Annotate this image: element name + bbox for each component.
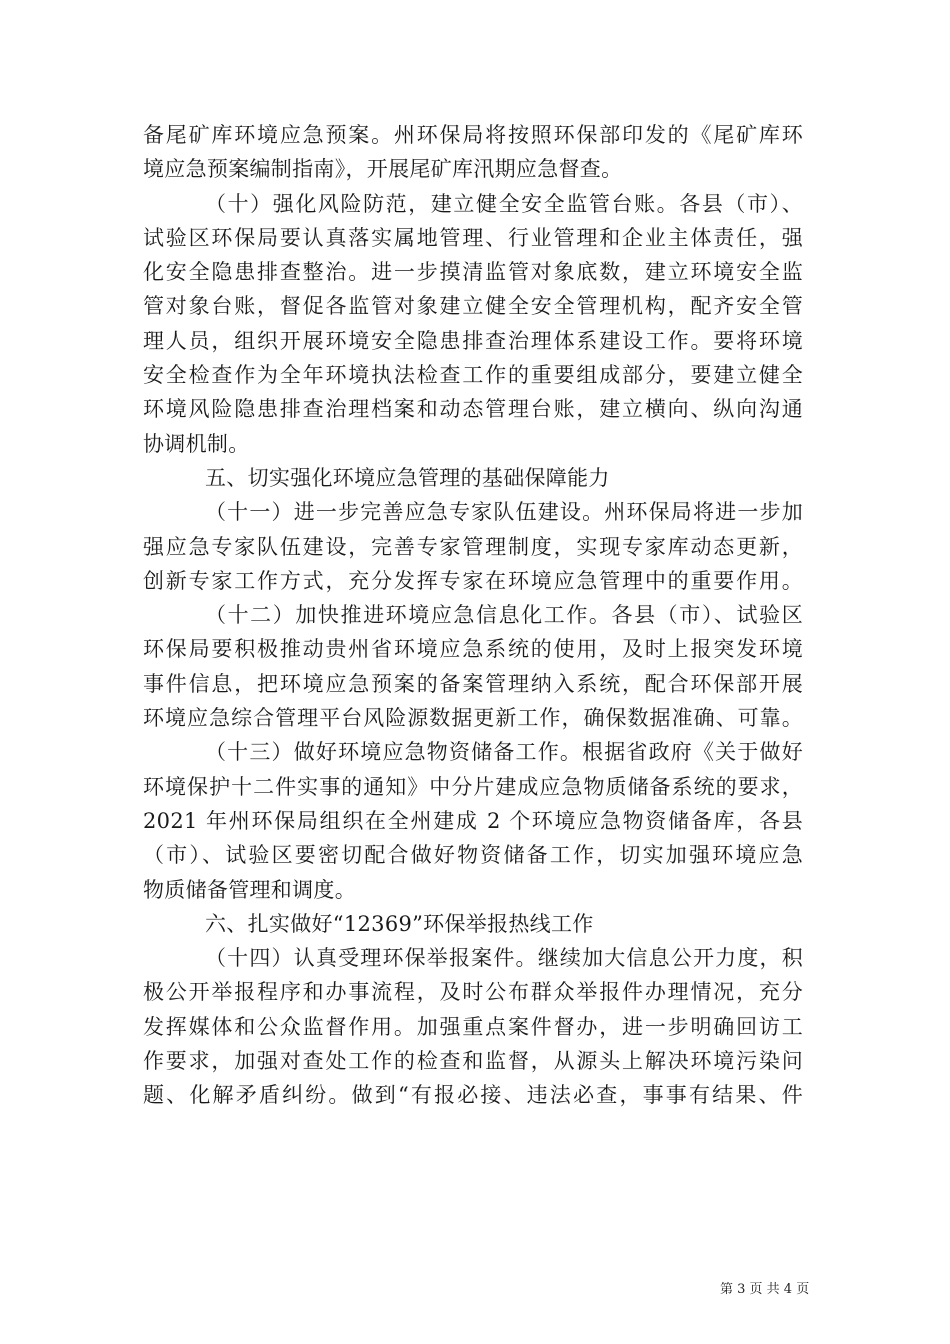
page-number: 第 3 页 共 4 页 [720, 1282, 810, 1297]
text-line: 五、切实强化环境应急管理的基础保障能力 [205, 465, 610, 490]
text-line: 物质储备管理和调度。 [143, 877, 356, 902]
text-line: 协调机制。 [143, 431, 250, 456]
text-line: 环境应急综合管理平台风险源数据更新工作，确保数据准确、可靠。 [143, 706, 803, 731]
text-line: 环境风险隐患排查治理档案和动态管理台账，建立横向、纵向沟通 [143, 397, 803, 422]
text-line: （市）、试验区要密切配合做好物资储备工作，切实加强环境应急 [143, 843, 803, 868]
text-line: 化安全隐患排查整治。进一步摸清监管对象底数，建立环境安全监 [143, 260, 803, 285]
text-line: 作要求，加强对查处工作的检查和监督，从源头上解决环境污染问 [143, 1049, 803, 1074]
text-line: 创新专家工作方式，充分发挥专家在环境应急管理中的重要作用。 [143, 568, 803, 593]
text-line: 环境保护十二件实事的通知》中分片建成应急物质储备系统的要求， [143, 774, 803, 799]
text-line: （十二）加快推进环境应急信息化工作。各县（市）、试验区 [205, 603, 803, 628]
text-line: 安全检查作为全年环境执法检查工作的重要组成部分，要建立健全 [143, 363, 803, 388]
text-line: 事件信息，把环境应急预案的备案管理纳入系统，配合环保部开展 [143, 671, 803, 696]
text-line: 环保局要积极推动贵州省环境应急系统的使用，及时上报突发环境 [143, 637, 803, 662]
text-line: （十一）进一步完善应急专家队伍建设。州环保局将进一步加 [205, 500, 803, 525]
text-line: 境应急预案编制指南》，开展尾矿库汛期应急督查。 [143, 157, 623, 182]
text-line: 理人员，组织开展环境安全隐患排查治理体系建设工作。要将环境 [143, 328, 803, 353]
text-line: 管对象台账，督促各监管对象建立健全安全管理机构，配齐安全管 [143, 294, 803, 319]
text-line: 备尾矿库环境应急预案。州环保局将按照环保部印发的《尾矿库环 [143, 123, 803, 147]
text-line: 2021 年州环保局组织在全州建成 2 个环境应急物资储备库，各县 [143, 808, 803, 833]
text-line: 强应急专家队伍建设，完善专家管理制度，实现专家库动态更新， [143, 534, 803, 559]
text-line: 六、扎实做好“12369”环保举报热线工作 [205, 911, 594, 936]
text-line: 试验区环保局要认真落实属地管理、行业管理和企业主体责任，强 [143, 225, 803, 250]
text-line: （十）强化风险防范，建立健全安全监管台账。各县（市）、 [205, 191, 803, 216]
text-line: 题、化解矛盾纠纷。做到“有报必接、违法必查，事事有结果、件 [143, 1083, 803, 1108]
text-line: 发挥媒体和公众监督作用。加强重点案件督办，进一步明确回访工 [143, 1014, 803, 1039]
text-line: 极公开举报程序和办事流程，及时公布群众举报件办理情况，充分 [143, 980, 803, 1005]
document-body [143, 118, 803, 1113]
text-line: （十四）认真受理环保举报案件。继续加大信息公开力度，积 [205, 946, 803, 971]
text-line: （十三）做好环境应急物资储备工作。根据省政府《关于做好 [205, 740, 803, 765]
